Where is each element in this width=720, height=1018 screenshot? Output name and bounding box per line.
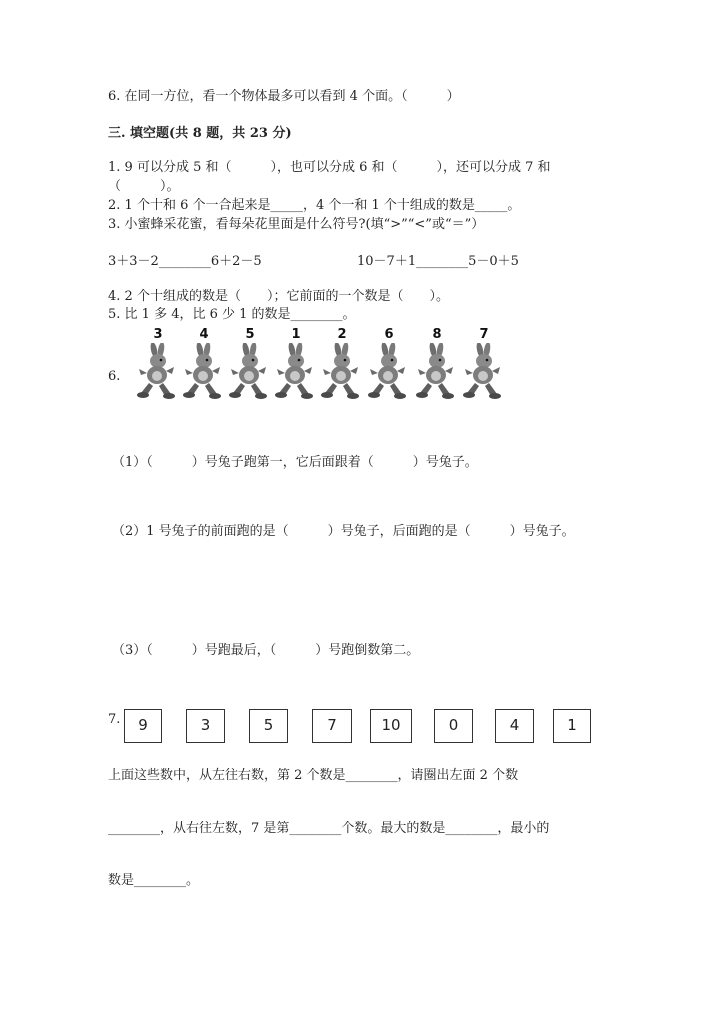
- number-card: 10: [370, 709, 412, 743]
- rabbit-6: [366, 327, 412, 403]
- number-card: 4: [495, 709, 534, 743]
- fill-question-3: 3. 小蜜蜂采花蜜，看每朵花里面是什么符号?(填“>”“<”或“＝”）: [108, 217, 485, 232]
- rabbit-number: 4: [199, 327, 209, 342]
- rabbit-1: [135, 327, 181, 403]
- rabbit-number: 6: [384, 327, 394, 342]
- rabbit-3: [227, 327, 273, 403]
- rabbit-icon: [275, 343, 315, 401]
- rabbit-question-2: （2）1 号兔子的前面跑的是（ ）号兔子，后面跑的是（ ）号兔子。: [112, 524, 575, 539]
- section-title: 三. 填空题(共 8 题，共 23 分): [108, 126, 292, 141]
- rabbit-number: 3: [153, 327, 163, 342]
- fill-question-1-line2: （ ）。: [108, 179, 180, 194]
- fill-question-7-label: 7.: [108, 712, 121, 727]
- fill-question-1-line1: 1. 9 可以分成 5 和（ ），也可以分成 6 和（ ），还可以分成 7 和: [108, 160, 551, 175]
- rabbit-number: 2: [337, 327, 347, 342]
- card-question-line1: 上面这些数中，从左往右数，第 2 个数是________，请圈出左面 2 个数: [108, 768, 519, 783]
- number-card: 1: [553, 709, 591, 743]
- rabbit-7: [414, 327, 460, 403]
- fill-question-5: 5. 比 1 多 4，比 6 少 1 的数是________。: [108, 307, 356, 322]
- rabbit-number: 8: [432, 327, 442, 342]
- number-card: 9: [124, 709, 162, 743]
- rabbit-icon: [183, 343, 223, 401]
- fill-question-6-label: 6.: [108, 369, 121, 384]
- rabbit-icon: [416, 343, 456, 401]
- rabbit-icon: [321, 343, 361, 401]
- rabbit-icon: [463, 343, 503, 401]
- rabbit-number: 7: [479, 327, 489, 342]
- rabbit-5: [319, 327, 365, 403]
- rabbit-8: [461, 327, 507, 403]
- compare-expression-right: 10－7＋1________5－0＋5: [357, 254, 519, 269]
- rabbit-row: [135, 327, 507, 403]
- rabbit-icon: [229, 343, 269, 401]
- rabbit-question-3: （3）（ ）号跑最后，（ ）号跑倒数第二。: [112, 643, 420, 658]
- card-question-line2: ________，从右往左数，7 是第________个数。最大的数是________，最小的: [108, 821, 550, 836]
- number-card: 5: [249, 709, 288, 743]
- rabbit-icon: [137, 343, 177, 401]
- fill-question-4: 4. 2 个十组成的数是（ ）；它前面的一个数是（ ）。: [108, 289, 449, 304]
- rabbit-number: 1: [291, 327, 301, 342]
- rabbit-2: [181, 327, 227, 403]
- compare-expression-left: 3＋3－2________6＋2－5: [108, 254, 262, 269]
- rabbit-icon: [368, 343, 408, 401]
- number-card: 3: [186, 709, 225, 743]
- number-card: 0: [434, 709, 473, 743]
- rabbit-question-1: （1）（ ）号兔子跑第一，它后面跟着（ ）号兔子。: [112, 455, 478, 470]
- card-question-line3: 数是________。: [108, 873, 200, 888]
- rabbit-4: [273, 327, 319, 403]
- number-card: 7: [312, 709, 352, 743]
- judge-question-6: 6. 在同一方位，看一个物体最多可以看到 4 个面。（ ）: [108, 89, 460, 104]
- rabbit-number: 5: [245, 327, 255, 342]
- fill-question-2: 2. 1 个十和 6 个一合起来是_____，4 个一和 1 个十组成的数是_____。: [108, 198, 521, 213]
